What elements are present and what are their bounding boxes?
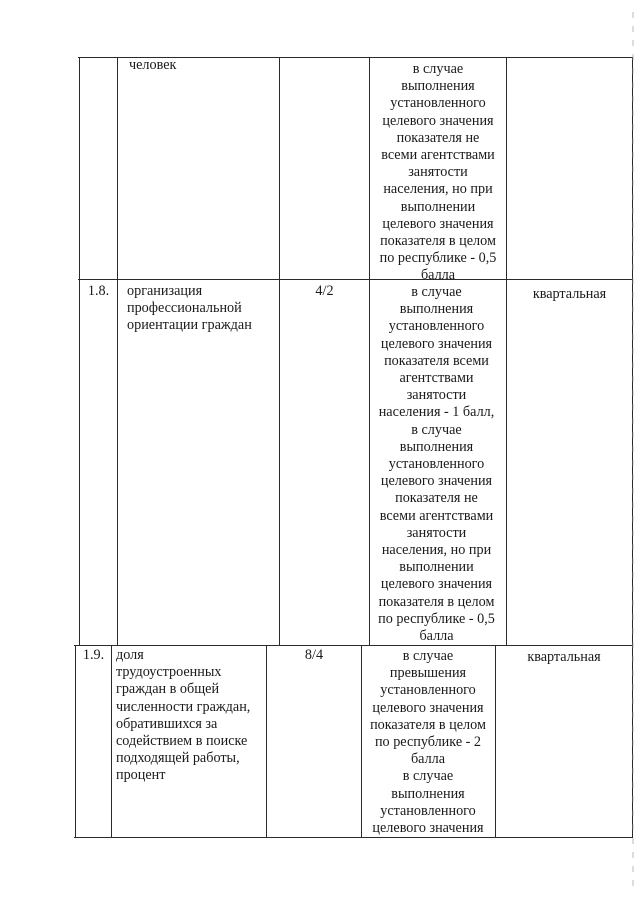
table-rule-col-3-lower <box>266 645 267 838</box>
table-rule-col-2 <box>117 57 118 646</box>
table-rule-left <box>79 57 80 646</box>
table-rule-row-1-8 <box>78 279 633 280</box>
table-rule-col-2-lower <box>111 645 112 838</box>
row-0-name-cell: человек <box>129 57 177 73</box>
row-1-9-criteria-cell: в случае превышения установленного целевого значения показателя в целом по республике - 2 балла в случае выполнения установленного целевого значения <box>370 648 486 837</box>
table-rule-row-1-9 <box>74 645 633 646</box>
row-1-8-name-cell: организация профессиональной ориентации граждан <box>127 283 252 334</box>
table-rule-col-3 <box>279 57 280 646</box>
row-1-8-period-cell: квартальная <box>532 286 607 302</box>
table-rule-col-5 <box>506 57 507 646</box>
row-0-criteria-cell: в случае выполнения установленного целевого значения показателя не всеми агентствами занятости населения, но при выполнении целевого значения показателя в целом по республике - 0,5 балла <box>379 61 497 284</box>
row-1-9-period-cell: квартальная <box>527 649 601 665</box>
table-rule-bottom <box>74 837 633 838</box>
row-1-9-value-cell: 8/4 <box>304 647 324 663</box>
row-1-9-number-cell: 1.9. <box>82 647 105 663</box>
row-1-8-number-cell: 1.8. <box>87 283 110 299</box>
row-1-8-value-cell: 4/2 <box>315 283 334 299</box>
scan-edge-mark <box>632 12 634 892</box>
row-1-9-name-cell: доля трудоустроенных граждан в общей численности граждан, обратившихся за содействием в поиске подходящей работы, процент <box>116 647 251 784</box>
table-rule-left-lower <box>75 645 76 838</box>
row-1-8-criteria-cell: в случае выполнения установленного целевого значения показателя всеми агентствами занятости населения - 1 балл, в случае выполнения установленного целевого значения показателя не всеми агентствами занятости населения, но при выполнении целевого значения показателя в целом по республике - 0,5 балла <box>378 284 495 645</box>
